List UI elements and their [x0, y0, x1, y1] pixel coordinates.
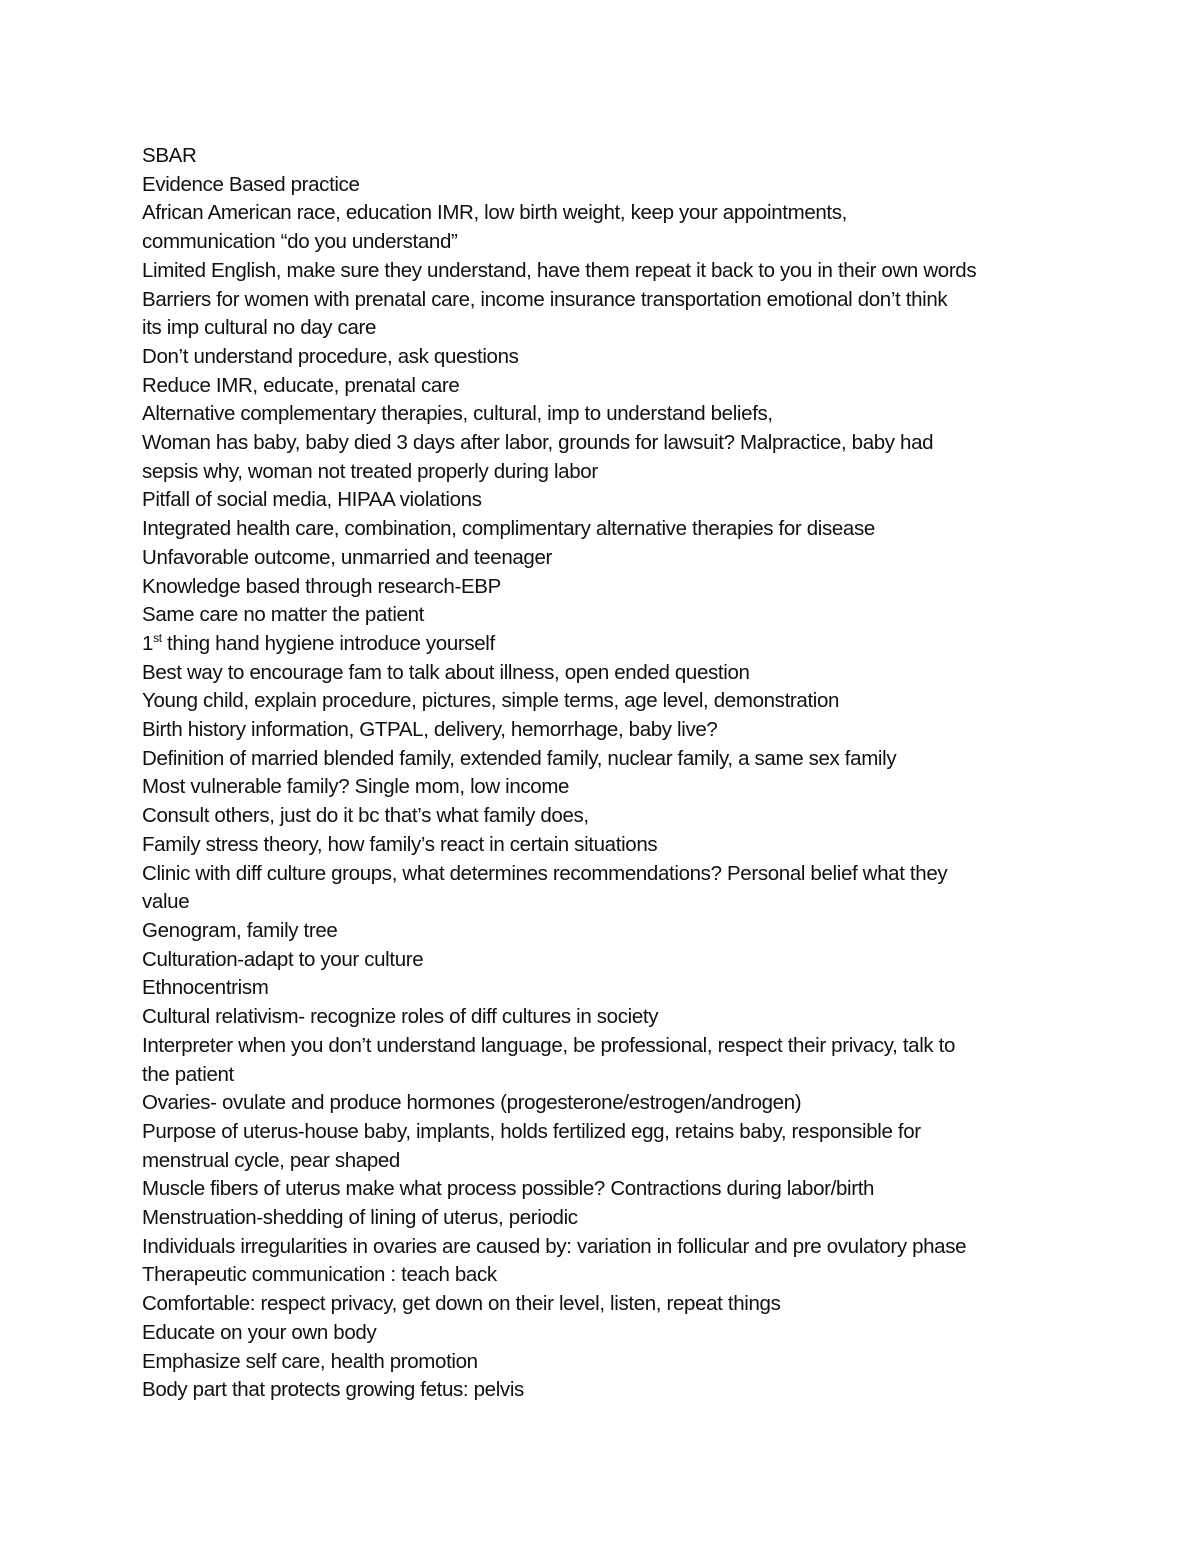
note-line: communication “do you understand” — [142, 230, 458, 254]
note-line: value — [142, 890, 190, 914]
note-line — [142, 630, 1077, 659]
note-line: Family stress theory, how family’s react in certain situations — [142, 832, 658, 856]
note-line: Same care no matter the patient — [142, 603, 425, 627]
note-line: Individuals irregularities in ovaries are caused by: variation in follicular and pre ovulatory phase — [142, 1234, 967, 1258]
note-line: the patient — [142, 1062, 234, 1086]
note-line: Barriers for women with prenatal care, income insurance transportation emotional don’t think — [142, 287, 948, 311]
note-line: Body part that protects growing fetus: pelvis — [142, 1378, 524, 1402]
note-line: Genogram, family tree — [142, 918, 338, 942]
note-line: Ethnocentrism — [142, 976, 269, 1000]
note-line-text: thing hand hygiene introduce yourself — [161, 631, 495, 655]
note-line: SBAR — [142, 144, 197, 167]
note-line: Evidence Based practice — [142, 172, 360, 196]
note-line: Alternative complementary therapies, cultural, imp to understand beliefs, — [142, 402, 773, 426]
ordinal-superscript: st — [153, 631, 162, 646]
note-line: Birth history information, GTPAL, delivery, hemorrhage, baby live? — [142, 718, 718, 742]
note-line: Educate on your own body — [142, 1320, 377, 1344]
note-line: Interpreter when you don’t understand language, be professional, respect their privacy, talk to — [142, 1033, 956, 1057]
note-line: menstrual cycle, pear shaped — [142, 1148, 400, 1172]
note-line: Culturation-adapt to your culture — [142, 947, 424, 971]
note-line: Clinic with diff culture groups, what determines recommendations? Personal belief what they — [142, 861, 948, 885]
note-line: Definition of married blended family, extended family, nuclear family, a same sex family — [142, 746, 897, 770]
note-line: African American race, education IMR, low birth weight, keep your appointments, — [142, 201, 848, 225]
note-line: Limited English, make sure they understand, have them repeat it back to you in their own words — [142, 258, 977, 282]
note-line: Cultural relativism- recognize roles of diff cultures in society — [142, 1005, 659, 1029]
note-line: Woman has baby, baby died 3 days after labor, grounds for lawsuit? Malpractice, baby had — [142, 431, 934, 455]
note-line: Emphasize self care, health promotion — [142, 1349, 478, 1373]
note-line: Ovaries- ovulate and produce hormones (progesterone/estrogen/androgen) — [142, 1091, 802, 1115]
note-line: Reduce IMR, educate, prenatal care — [142, 373, 460, 397]
note-line: Pitfall of social media, HIPAA violations — [142, 488, 482, 512]
note-line: Young child, explain procedure, pictures, simple terms, age level, demonstration — [142, 689, 840, 713]
note-line: Muscle fibers of uterus make what process possible? Contractions during labor/birth — [142, 1177, 875, 1201]
note-line: Integrated health care, combination, complimentary alternative therapies for disease — [142, 517, 875, 541]
note-line: Unfavorable outcome, unmarried and teenager — [142, 545, 553, 569]
note-line: Therapeutic communication : teach back — [142, 1263, 497, 1287]
note-line: Menstruation-shedding of lining of uterus, periodic — [142, 1206, 578, 1230]
note-line: sepsis why, woman not treated properly during labor — [142, 459, 598, 483]
note-line: Don’t understand procedure, ask questions — [142, 344, 519, 368]
note-line: Most vulnerable family? Single mom, low income — [142, 775, 570, 799]
note-line: its imp cultural no day care — [142, 316, 377, 340]
note-line: Consult others, just do it bc that’s what family does, — [142, 804, 589, 828]
note-line: Comfortable: respect privacy, get down on their level, listen, repeat things — [142, 1292, 781, 1316]
note-line: Purpose of uterus-house baby, implants, holds fertilized egg, retains baby, responsible for — [142, 1119, 921, 1143]
note-line: Knowledge based through research-EBP — [142, 574, 501, 598]
note-line-text: 1 — [142, 631, 154, 655]
study-notes — [142, 142, 1077, 1405]
note-line: Best way to encourage fam to talk about illness, open ended question — [142, 660, 750, 684]
